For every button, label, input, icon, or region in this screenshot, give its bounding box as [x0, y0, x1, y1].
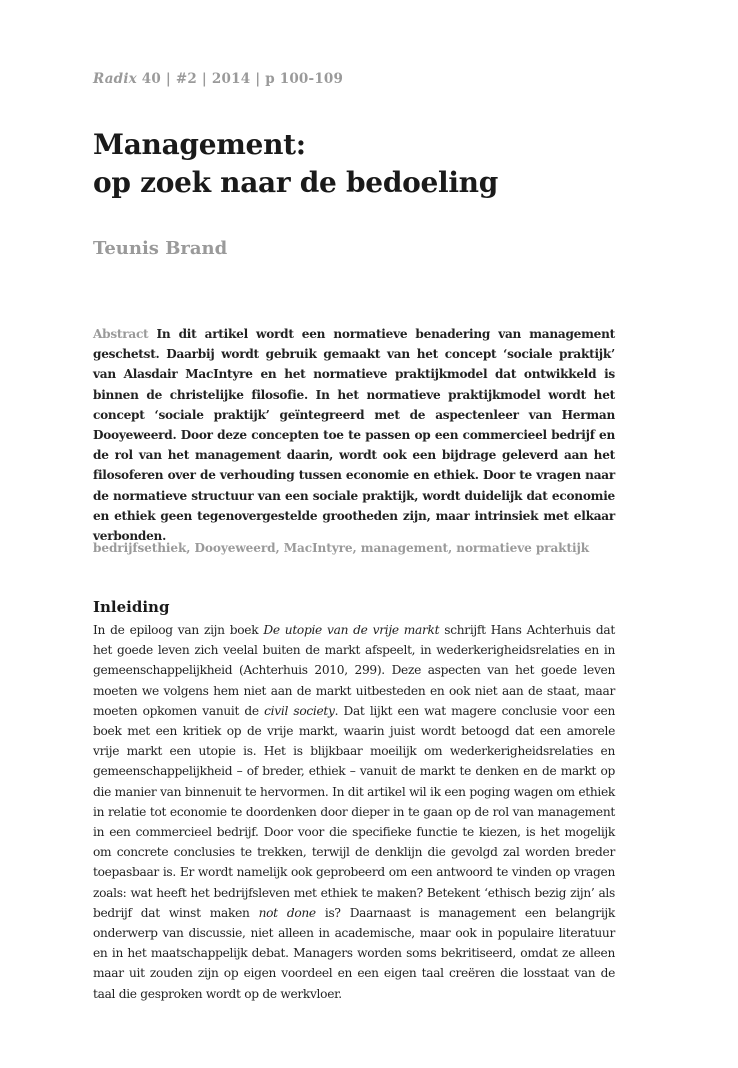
body-text-part-3: . Dat lijkt een wat magere conclusie voor een boek met een kritiek op de vrije markt, waarin juist wordt betoogd dat een amorele vrije markt een utopie is. Het is blijkbaar moeilijk om wederkerigheidsrelaties en gemeenschappelijkheid – of breder, ethiek – vanuit de markt te denken en de markt op die manier van binnenuit te hervormen. In dit artikel wil ik een poging wagen om ethiek in relatie tot economie te doordenken door dieper in te gaan op de rol van management in een commercieel bedrijf. Door voor die specifieke functie te kiezen, is het mogelijk om concrete conclusies te trekken, terwijl de denklijn die gevolgd zal worden breder toepasbaar is. Er wordt namelijk ook geprobeerd om een antwoord te vinden op vragen zoals: wat heeft het bedrijfsleven met ethiek te maken? Betekent ‘ethisch bezig zijn’ als bedrijf dat winst maken [93, 703, 616, 920]
body-paragraph [93, 620, 615, 1004]
title-line-2: op zoek naar de bedoeling [93, 166, 498, 199]
keywords: bedrijfsethiek, Dooyeweerd, MacIntyre, management, normatieve praktijk [93, 541, 590, 555]
body-text-part-1: In de epiloog van zijn boek [93, 623, 264, 637]
article-title [93, 126, 498, 202]
journal-header [93, 71, 343, 87]
book-title: De utopie van de vrije markt [263, 623, 440, 637]
civil-society-term: civil society [264, 703, 335, 718]
author-name: Teunis Brand [93, 238, 228, 259]
abstract-label: Abstract [93, 327, 149, 341]
section-heading: Inleiding [93, 598, 170, 616]
body-text-part-4: is? Daarnaast is management een belangrijk onderwerp van discussie, niet alleen in academische, maar ook in populaire literatuur en in het maatschappelijk debat. Managers worden soms bekritiseerd, omdat ze alleen maar uit zouden zijn op eigen voordeel en een eigen taal creëren die losstaat van de taal die gesproken wordt op de werkvloer. [93, 905, 615, 1001]
abstract-text: In dit artikel wordt een normatieve benadering van management geschetst. Daarbij wordt gebruik gemaakt van het concept ‘sociale praktijk’ van Alasdair MacIntyre en het normatieve praktijkmodel dat ontwikkeld is binnen de christelijke filosofie. In het normatieve praktijkmodel wordt het concept ‘sociale praktijk’ geïntegreerd met de aspectenleer van Herman Dooyeweerd. Door deze concepten toe te passen op een commercieel bedrijf en de rol van het management daarin, wordt ook een bijdrage geleverd aan het filosoferen over de verhouding tussen economie en ethiek. Door te vragen naar de normatieve structuur van een sociale praktijk, wordt duidelijk dat economie en ethiek geen tegenovergestelde grootheden zijn, maar intrinsiek met elkaar verbonden. [93, 327, 615, 544]
body-text-part-2: schrijft Hans Achterhuis dat het goede leven zich veelal buiten de markt afspeelt, in wederkerigheidsrelaties en in gemeenschappelijkheid (Achterhuis 2010, 299). Deze aspecten van het goede leven moeten we volgens hem niet aan de markt uitbesteden en ook niet aan de staat, maar moeten opkomen vanuit de [93, 623, 615, 718]
journal-details: 40 | #2 | 2014 | p 100-109 [136, 71, 344, 87]
not-done-term: not done [258, 905, 316, 920]
title-line-1: Management: [93, 128, 306, 161]
abstract [93, 324, 615, 546]
journal-name: Radix [93, 71, 137, 87]
